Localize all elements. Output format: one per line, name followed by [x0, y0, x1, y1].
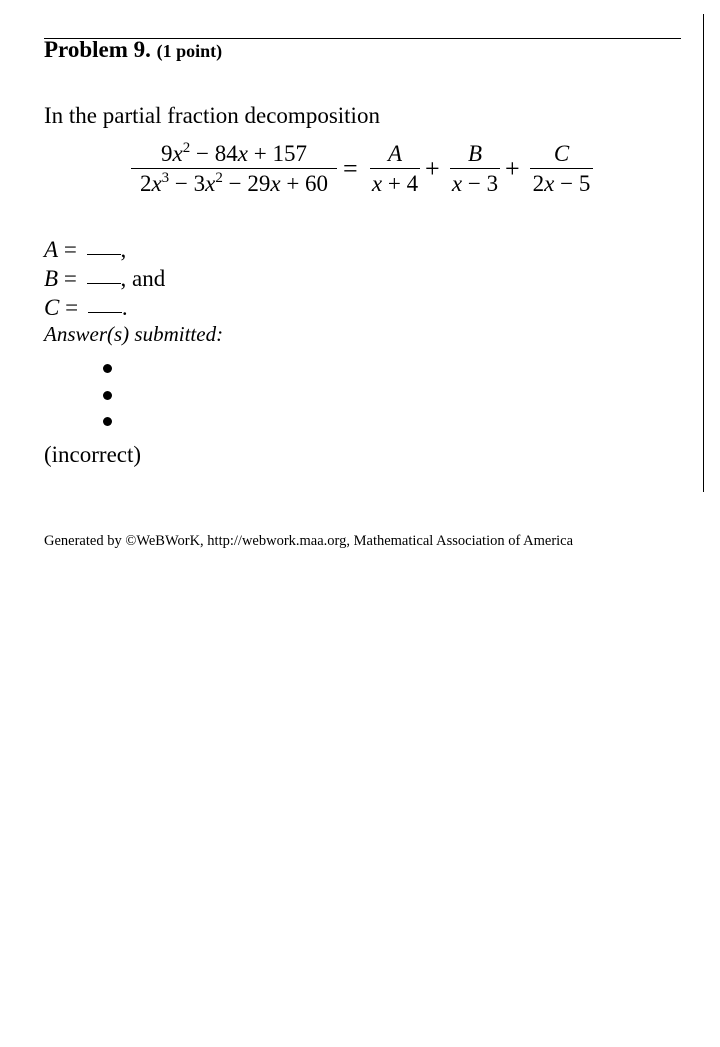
submitted-answer-bullet	[103, 391, 112, 400]
term-a-numerator: A	[387, 141, 403, 166]
footer-credit: Generated by ©WeBWorK, http://webwork.maa.org, Mathematical Association of America	[44, 533, 574, 549]
equals-sign: =	[343, 154, 358, 183]
term-b-fraction	[450, 140, 500, 199]
term-c-denominator: 2x − 5	[532, 171, 591, 196]
term-c-numerator: C	[553, 141, 570, 166]
submitted-answer-bullet	[103, 417, 112, 426]
answer-b-line: B = , and	[44, 266, 166, 291]
lhs-denominator: $2x^3 - 3x^2 - 29x + 60$	[139, 170, 329, 196]
answer-a-line: A = ,	[44, 237, 127, 262]
answer-c-line: C = .	[44, 295, 128, 320]
problem-points: (1 point)	[156, 41, 223, 61]
answer-a-var: A	[44, 237, 59, 262]
term-c-fraction	[530, 140, 593, 199]
plus-sign-1: +	[425, 154, 440, 183]
lhs-fraction	[131, 140, 337, 199]
answer-b-blank	[87, 282, 121, 284]
answer-a-blank	[87, 253, 121, 255]
equation	[0, 140, 720, 210]
term-b-numerator: B	[467, 141, 483, 166]
answer-status: (incorrect)	[44, 442, 142, 467]
problem-title	[44, 38, 222, 61]
answer-c-blank	[88, 311, 122, 313]
term-a-denominator: x + 4	[371, 171, 419, 196]
term-a-fraction	[370, 140, 420, 199]
answer-b-var: B	[44, 266, 59, 291]
answer-c-var: C	[44, 295, 60, 320]
problem-number: Problem 9.	[44, 37, 151, 62]
plus-sign-2: +	[505, 154, 520, 183]
right-rule	[703, 14, 704, 492]
submitted-answer-bullet	[103, 364, 112, 373]
answers-submitted-label: Answer(s) submitted:	[44, 322, 224, 346]
lhs-numerator: $9x^2 - 84x + 157$	[161, 140, 307, 166]
term-b-denominator: x − 3	[451, 171, 499, 196]
problem-intro: In the partial fraction decomposition	[44, 103, 380, 128]
